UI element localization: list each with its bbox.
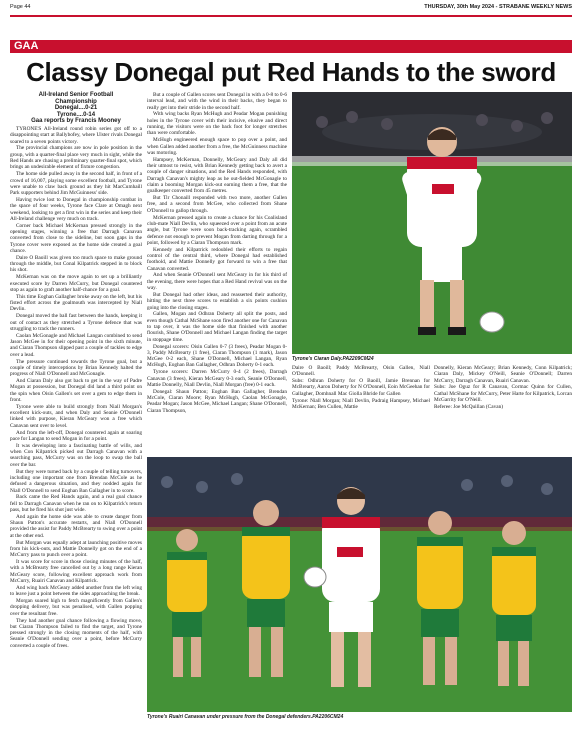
photo-caption-1: Tyrone's Ciaran Daly.PA2209CM24 bbox=[292, 356, 374, 362]
date-line: THURSDAY, 30th May 2024 - STRABANE WEEKLY NEWS bbox=[424, 4, 572, 10]
article-paragraph: And when Seanie O'Donnell sent McGeary in for his third of the evening, there were hopes that a Red Hand revival was on the way. bbox=[147, 272, 287, 292]
article-paragraph: McHugh engineered enough space to pop over a point, and when Gallen added another from a free, the McGuinness machine was motoring. bbox=[147, 137, 287, 156]
article-paragraph: Donegal moved the ball fast between the hands, keeping it out of contact as they stretched a Tyrone defence that was struggling to track the runners. bbox=[10, 313, 142, 332]
article-paragraph: Daire O Baoill was given too much space to make ground through the middle, but Conal Kilpatrick stepped in to block his shot. bbox=[10, 254, 142, 274]
header-rule bbox=[10, 15, 572, 17]
page-header bbox=[10, 4, 572, 14]
article-paragraph: Hampsey, McKernan, Donnelly, McGeary and Daly all did their utmost to resist, with Brian Kennedy getting back to avert a couple of danger situations, and the Red Hands responded, with Darragh Canavan's mighty leap as he out-fielded McGonagle to claim a booming Morgan kick-out earning them a free, that the goalkeeper converted from 45 metres. bbox=[147, 156, 287, 195]
article-paragraph: Tyrone were able to build strongly from Niall Morgan's excellent kick-outs, and when Daly and Seanie O'Donnell linked with purpose, Kieran McGeary won a free which Canavan sent over to level. bbox=[10, 403, 142, 429]
column-1-body bbox=[10, 126, 142, 649]
headline: Classy Donegal put Red Hands to the sword bbox=[26, 57, 556, 87]
article-paragraph: But Tir Chonaill responded with two more, another Gallen free, and a second from McGee, who collected from Shane O'Donnell to gallop through. bbox=[147, 195, 287, 214]
team-paragraph: Tyrone: Niall Morgan; Niall Devlin, Padraig Hampsey, Michael McKernan; Ben Cullen, Mattie bbox=[292, 397, 430, 410]
article-paragraph: Gallen, Mogan and Odhran Doherty all split the posts, and even though Cathal McShane soon fired another one for Canavan to tap over, it was the home side that finished with another flourish, Shane O'Donnell and Michael Langan finding the target in stoppage time. bbox=[147, 311, 287, 343]
team-paragraph: Subs: Odhran Doherty for O Baoill, Jamie Brennan for McBrearty, Aaron Doherty for N O'Donnell, Eoin McGeehan for Gallagher, Domhnall Mac Giolla Bhride for Gallen bbox=[292, 378, 430, 397]
article-paragraph: TYRONE'S All-Ireland round robin series got off to a disappointing start at Ballybofey, where Ulster rivals Donegal soared to a seven points victory. bbox=[10, 125, 142, 145]
article-paragraph: But a couple of Gallen scores sent Donegal in with a 0-8 to 0-6 interval lead, and with the wind in their backs, they began to really get into their stride in the second half. bbox=[147, 92, 287, 111]
article-paragraph: Having twice lost to Donegal in championship combat in the space of four weeks, Tyrone face Clare at Omagh next weekend, looking to get a first win in the series and keep their All-Ireland challenge very much on track. bbox=[10, 197, 142, 222]
article-paragraph: But Donegal had other ideas, and reasserted their authority, hitting the next three scores to establish a six points cushion going into the closing stages. bbox=[147, 291, 287, 311]
section-strip bbox=[10, 40, 572, 53]
article-column-1 bbox=[10, 92, 142, 732]
article-paragraph: Caolan McGonagle and Michael Langan combined to send Jason McGee in for their opening point in the sixth minute, and Ciaran Thompson slipped past a couple of tackles to edge over a lead. bbox=[10, 332, 142, 358]
result-title-1: All-Ireland Senior Football bbox=[38, 92, 114, 98]
photo-ruairi-canavan bbox=[147, 457, 572, 712]
article-paragraph: And wing back McGeary added another from the left wing to leave just a point between the sides approaching the break. bbox=[10, 584, 142, 598]
article-paragraph: And Ciaran Daly also got back to get in the way of Padre Mogan at possession, but Donegal did land a third point on the spin when Oisin Gallen's set over a gem to edge them in front. bbox=[10, 378, 142, 403]
page-number: Page 44 bbox=[10, 4, 31, 10]
photo-ciaran-daly bbox=[292, 92, 572, 354]
article-paragraph: McKernan pressed again to create a chance for his Coalisland club-mate Niall Devlin, who squeezed over a point from an acute angle, but Tyrone were soon back-tracking again, scrambled defence not enough to prevent Mogan from darting through for a point, followed by a Ciaran Thompson mark. bbox=[147, 214, 287, 246]
article-paragraph: And again the home side was able to create danger from Shaun Patton's accurate restarts, and Niall O'Donnell provided the assist for Paddy McBrearty to swing over a point at the other end. bbox=[10, 513, 142, 539]
column-2-body bbox=[147, 92, 287, 414]
article-column-2 bbox=[147, 92, 287, 414]
article-paragraph: And from the left-off, Donegal countered again at soaring pace for Langan to send Mogan in for a point. bbox=[10, 429, 142, 442]
team-paragraph: Donnelly, Kieran McGeary; Brian Kennedy, Conn Kilpatrick; Ciaran Daly, Mickey O'Neill, Seanie O'Donnell; Darren McCurry, Darragh Canavan, Ruairi Canavan. bbox=[434, 365, 572, 384]
photo-ruairi-canavan-image bbox=[147, 457, 572, 712]
column-3-body bbox=[292, 365, 430, 410]
team-paragraph: Referee: Joe McQuillan (Cavan) bbox=[434, 403, 503, 410]
team-paragraph: Daire O Baoill; Paddy McBrearty, Oisin Gallen, Niall O'Donnell. bbox=[292, 365, 430, 378]
column-4-body bbox=[434, 365, 572, 410]
photo-ciaran-daly-image bbox=[292, 92, 572, 354]
photo-caption-2: Tyrone's Ruairi Canavan under pressure from the Donegal defenders.PA2206CM24 bbox=[147, 714, 344, 720]
article-paragraph: Tyrone scorers: Darren McCurry 0-4 (2 frees), Darragh Canavan (3 frees), Kieran McGeary 0-3 each, Seanie O'Donnell, Mattie Donnelly, Niall Devlin, Niall Morgan (free) 0-1 each. bbox=[147, 369, 287, 388]
result-title-4: Tyrone....0-14 bbox=[56, 111, 96, 118]
article-paragraph: Morgan soared high to fetch magnificently from Gallen's dropping delivery, but was penalised, with Gallen popping over the resultant free. bbox=[10, 598, 142, 617]
article-paragraph: But Morgan was equally adept at launching positive moves from his kick-outs, and Mattie Donnelly got on the end of a McCurry pass to punch over a point. bbox=[10, 539, 142, 559]
article-column-4 bbox=[434, 365, 572, 455]
article-paragraph: But they were turned back by a couple of telling turnovers, including one important one from Brendan McCole as he defused a dangerous situation, and they nodded again for Niall O'Donnell to send Eoghan Ban Gallagher in to score. bbox=[10, 468, 142, 494]
article-paragraph: Back came the Red Hands again, and a real goal chance fell to Darragh Canavan when he ran on to Kilpatrick's return pass, but he fired his shot just wide. bbox=[10, 494, 142, 513]
article-paragraph: Donegal scorers: Oisin Gallen 0-7 (3 frees), Peadar Mogan 0-3, Paddy McBrearty (1 free), Ciaran Thompson (1 mark), Jason McGee 0-2 each, Shane O'Donnell, Michael Langan, Ryan McHugh, Eoghan Ban Gallagher, Odhran Doherty 0-1 each. bbox=[147, 343, 287, 369]
article-paragraph: Kennedy and Kilpatrick redoubled their efforts to regain control of the central third, where Donegal had established foothold, and Mattie Donnelly got forward to win a free that Canavan converted. bbox=[147, 246, 287, 272]
article-paragraph: Donegal: Shaun Patton; Eoghan Ban Gallagher, Brendan McCole, Ciaran Moore; Ryan McHugh, Caolan McGonagle, Peadar Mogan; Jason McGee, Michael Langan; Shane O'Donnell, Ciaran Thompson, bbox=[147, 388, 287, 414]
article-paragraph: It was score for score in those closing minutes of the half, with a McBrearty free cancelled out by a long range Kieran McGeary score, following excellent approach work from McCurry, Ruairi Canavan and Kilpatrick. bbox=[10, 559, 142, 585]
article-paragraph: The pressure continued towards the Tyrone goal, but a couple of timely interceptions by Brian Kennedy halted the progress of Niall O'Donnell and McGonagle. bbox=[10, 358, 142, 378]
article-column-3 bbox=[292, 365, 430, 455]
team-paragraph: Subs: Joe Oguz for R Canavan, Cormac Quinn for Cullen, Cathal McShane for McCurry, Peter Harte for Kilpatrick, Lorcan McGarrity for O'Neill. bbox=[434, 384, 572, 404]
article-paragraph: This time Eoghan Gallagher broke away on the left, but his fisted effort across the goalmouth was intercepted by Niall Devlin. bbox=[10, 293, 142, 313]
article-paragraph: They had another goal chance following a flowing move, but Ciaran Thompson failed to find the target, and Tyrone pressed strongly in the closing moments of the half, with Seanie O'Donnell sending over a point, before McCurry converted a couple of frees. bbox=[10, 617, 142, 649]
article-paragraph: With wing backs Ryan McHugh and Peadar Mogan punishing holes in the Tyrone cover with their incisive, elusive and direct running, the visitors were on the back foot for longer stretches than were comfortable. bbox=[147, 111, 287, 137]
article-paragraph: The home side pulled away in the second half, in front of a crowd of 16,007, playing some excellent football, and Tyrone were unable to claw back ground as they hit MacCumhaill Park supporters behind Jim McGuinness' side. bbox=[10, 171, 142, 197]
section-label: GAA bbox=[10, 40, 42, 53]
byline: Gaa reports by Francis Mooney bbox=[31, 118, 121, 125]
article-paragraph: It was developing into a fascinating battle of wills, and when Con Kilpatrick picked out Darragh Canavan with a searching pass, McCurry was on the loop to swap the ball over the bar. bbox=[10, 442, 142, 468]
article-paragraph: McKernan was on the move again to set up a brilliantly executed score by Darren McCurry, but Donegal countered stop as again to graft another half-chance for a goal. bbox=[10, 274, 142, 293]
article-paragraph: Corner back Michael McKernan pressed strongly in the opening stages, winning a free that Darragh Canavan converted from close to the sideline, but soon gaps in the Tyrone cover were exposed as the home side created a goal chance. bbox=[10, 222, 142, 254]
result-title-2: Championship bbox=[55, 98, 97, 105]
result-title-3: Donegal....0-21 bbox=[54, 105, 98, 112]
article-paragraph: The provincial champions are now in pole position in the group, with a quarter-final place very much in sight, while the Red Hands are chasing a preliminary quarter-final spot, which brings an undesirable element of fixture congestion. bbox=[10, 145, 142, 171]
